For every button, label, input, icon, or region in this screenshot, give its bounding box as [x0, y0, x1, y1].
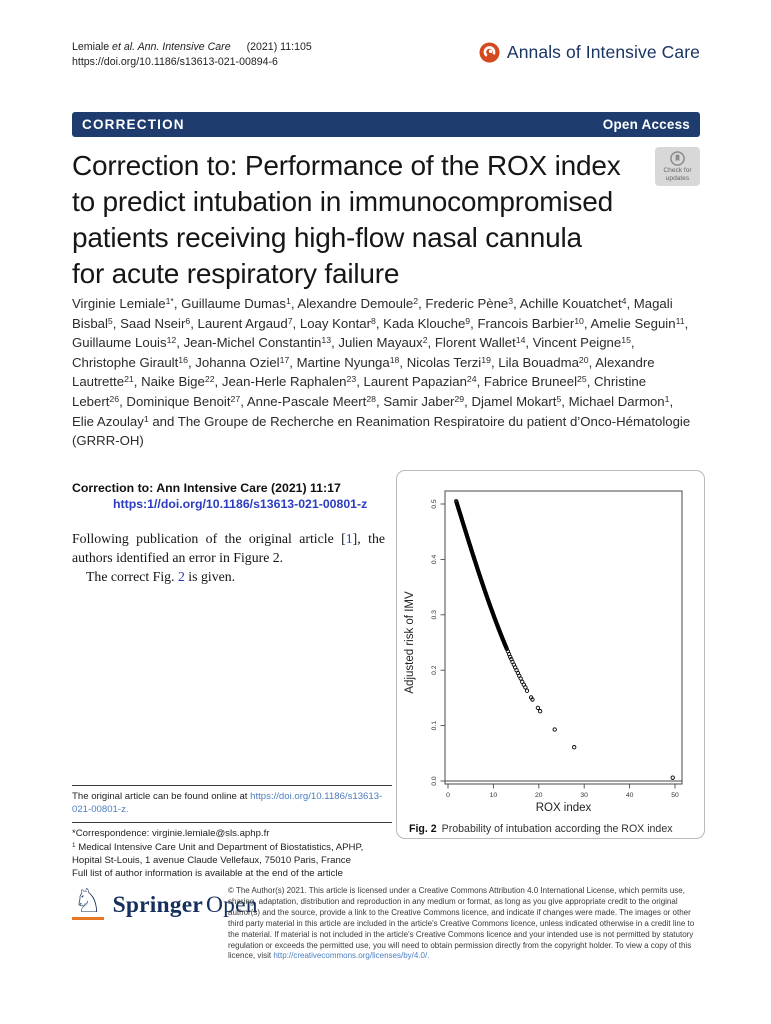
author-name: Kada Klouche: [383, 315, 466, 331]
paragraph-2: The correct Fig. 2 is given.: [86, 569, 236, 584]
svg-text:ROX index: ROX index: [535, 802, 592, 814]
author-name: Fabrice Bruneel: [483, 374, 578, 390]
author-name: Johanna Oziel: [195, 354, 280, 370]
author-affiliation-sup: 26: [109, 394, 120, 405]
svg-text:0.1: 0.1: [431, 720, 438, 731]
inline-link[interactable]: http://creativecommons.org/licenses/by/4.0/.: [273, 951, 430, 961]
inline-link[interactable]: 1: [345, 531, 353, 546]
svg-text:50: 50: [671, 792, 679, 799]
author-affiliation-sup: 18: [389, 354, 400, 365]
figure-label: Fig. 2: [409, 823, 437, 835]
citation-line: Lemiale et al. Ann. Intensive Care (2021) 11:105: [72, 41, 312, 53]
body-text: [72, 529, 385, 586]
svg-text:40: 40: [625, 792, 634, 799]
license-text: © The Author(s) 2021. This article is licensed under a Creative Commons Attribution 4.0 International License, which permits use, sharing, adaptation, distribution and reproduction in any medium or format, as long as you give appropriate credit to the original author(s) and the source, provide a link to the Creative Commons licence, and indicate if changes were made. The images or other third party material in this article are included in the article's Creative Commons licence, unless indicated otherwise in a credit line to the material. If material is not included in the article's Creative Commons licence and your intended use is not permitted by statutory regulation or exceeds the permitted use, you will need to obtain permission directly from the copyright holder. To view a copy of this licence, visit http://creativecommons.org/licenses/by/4.0/.: [228, 886, 695, 961]
author-affiliation-sup: 7: [287, 315, 293, 326]
svg-text:0.2: 0.2: [431, 665, 438, 675]
article-type-label: CORRECTION: [82, 117, 185, 132]
author-name: Laurent Papazian: [363, 374, 467, 390]
author-name: Djamel Mokart: [471, 393, 557, 409]
author-name: Naike Bige: [141, 374, 205, 390]
author-name: Achille Kouatchet: [519, 296, 622, 311]
figure-caption: [397, 821, 704, 835]
svg-text:10: 10: [489, 792, 498, 799]
footnote-divider-2: [72, 822, 392, 823]
author-affiliation-sup: 5: [107, 315, 113, 326]
author-name: Francois Barbier: [477, 315, 575, 331]
author-name: Guillaume Dumas: [181, 296, 286, 311]
title-line-4: for acute respiratory failure: [72, 258, 400, 289]
affiliation-note: $^1$ Medical Intensive Care Unit and Department of Biostatistics, APHP, Hopital St-Louis, 1 avenue Claude Vellefaux, 75010 Paris, France: [72, 841, 364, 866]
article-doi[interactable]: https://doi.org/10.1186/s13613-021-00894-6: [72, 55, 278, 68]
author-name: Florent Wallet: [434, 335, 516, 351]
author-name: Guillaume Louis: [72, 335, 167, 351]
author-affiliation-sup: 1: [143, 413, 149, 424]
author-affiliation-sup: 21: [124, 374, 134, 385]
author-affiliation-sup: 24: [466, 374, 477, 385]
author-list: Virginie Lemiale$^{1*}$, Guillaume Dumas$^1$, Alexandre Demoule$^2$, Frederic Pène$^3$, Achille Kouatchet$^4$, Magali Bisbal$^5$, Saad Nseir$^6$, Laurent Argaud$^7$, Loay Kontar$^8$, Kada Klouche$^9$, Francois Barbier$^{10}$, Amelie Seguin$^{11}$, Guillaume Louis$^{12}$, Jean-Michel Constantin$^{13}$, Julien Mayaux$^2$, Florent Wallet$^{14}$, Vincent Peigne$^{15}$, Christophe Girault$^{16}$, Johanna Oziel$^{17}$, Martine Nyunga$^{18}$, Nicolas Terzi$^{19}$, Lila Bouadma$^{20}$, Alexandre Lautrette$^{21}$, Naike Bige$^{22}$, Jean-Herle Raphalen$^{23}$, Laurent Papazian$^{24}$, Fabrice Bruneel$^{25}$, Christine Lebert$^{26}$, Dominique Benoit$^{27}$, Anne-Pascale Meert$^{28}$, Samir Jaber$^{29}$, Djamel Mokart$^5$, Michael Darmon$^1$, Elie Azoulay$^1$ and The Groupe de Recherche en Reanimation Respiratoire du patient d’Onco-Hématologie (GRRR-OH): [72, 296, 691, 449]
author-affiliation-sup: 28: [366, 394, 376, 405]
author-affiliation-sup: 10: [574, 315, 584, 326]
author-name: Jean-Herle Raphalen: [221, 374, 347, 390]
correction-reference: [72, 481, 388, 511]
correspondence-note: *Correspondence: virginie.lemiale@sls.aphp.fr: [72, 828, 270, 840]
author-name: Martine Nyunga: [296, 354, 390, 370]
page-title: [72, 148, 672, 292]
author-name: Lila Bouadma: [498, 354, 579, 370]
author-affiliation-sup: 1: [285, 296, 291, 307]
author-name: Samir Jaber: [383, 393, 455, 409]
svg-text:0.3: 0.3: [431, 610, 438, 620]
figure-2-panel: [396, 470, 705, 839]
author-affiliation-sup: 19: [481, 354, 491, 365]
author-name: Anne-Pascale Meert: [246, 393, 367, 409]
svg-text:0.5: 0.5: [431, 499, 438, 509]
author-affiliation-sup: 27: [230, 394, 241, 405]
author-affiliation-sup: 23: [346, 374, 357, 385]
author-affiliation-sup: 29: [454, 394, 465, 405]
author-name: Michael Darmon: [568, 393, 665, 409]
author-info-note: Full list of author information is available at the end of the article: [72, 868, 343, 880]
figure-caption-text: Probability of intubation according the ROX index: [441, 823, 673, 835]
author-affiliation-sup: 2: [422, 335, 428, 346]
author-affiliation-sup: 12: [166, 335, 177, 346]
author-affiliation-sup: 1: [664, 394, 670, 405]
author-name: Saad Nseir: [120, 315, 186, 331]
author-affiliation-sup: 5: [556, 394, 562, 405]
author-affiliation-sup: 3: [508, 296, 514, 307]
author-name: Christine Lebert: [72, 374, 647, 409]
paragraph-1: Following publication of the original article [1], the authors identified an error in Figure 2.: [72, 531, 385, 565]
author-affiliation-sup: 22: [204, 374, 215, 385]
author-name: Nicolas Terzi: [406, 354, 482, 370]
author-name: Dominique Benoit: [126, 393, 231, 409]
journal-logo-icon: [479, 42, 500, 63]
svg-text:0.4: 0.4: [431, 554, 438, 565]
title-line-1: Correction to: Performance of the ROX index: [72, 150, 621, 181]
author-name: Alexandre Demoule: [297, 296, 414, 311]
author-affiliation-sup: 8: [371, 315, 376, 326]
svg-text:20: 20: [535, 792, 543, 799]
author-group-name: The Groupe de Recherche en Reanimation Respiratoire du patient d’Onco-Hématologie (GRRR-OH): [72, 413, 691, 449]
author-name: Virginie Lemiale: [72, 296, 166, 311]
check-updates-label: Check for updates: [663, 167, 692, 182]
journal-header: [479, 42, 700, 63]
svg-text:Adjusted risk of IMV: Adjusted risk of IMV: [404, 591, 416, 694]
correction-ref-heading: Correction to: Ann Intensive Care (2021) 11:17: [72, 481, 341, 495]
author-affiliation-sup: 2: [413, 296, 419, 307]
author-name: Christophe Girault: [72, 354, 179, 370]
title-line-3: patients receiving high-flow nasal cannula: [72, 222, 582, 253]
author-affiliation-sup: 11: [675, 315, 685, 326]
author-name: Jean-Michel Constantin: [183, 335, 322, 351]
author-affiliation-sup: 1*: [165, 296, 174, 307]
author-name: Loay Kontar: [299, 315, 371, 331]
title-line-2: to predict intubation in immunocompromised: [72, 186, 613, 217]
check-for-updates-button[interactable]: [655, 147, 700, 186]
svg-text:0: 0: [446, 792, 450, 799]
springer-knight-icon: ♘: [73, 881, 103, 920]
author-name: Magali Bisbal: [72, 296, 673, 331]
author-affiliation-sup: 25: [577, 374, 587, 385]
author-affiliation-sup: 17: [279, 354, 290, 365]
author-affiliation-sup: 20: [578, 354, 589, 365]
author-name: Frederic Pène: [425, 296, 509, 311]
open-access-badge: Open Access: [602, 117, 690, 132]
correction-ref-doi-link[interactable]: https:1//doi.org/10.1186/s13613-021-00801-z: [113, 497, 368, 511]
footnotes: [72, 785, 392, 880]
author-name: Elie Azoulay: [72, 413, 144, 429]
inline-link[interactable]: https://doi.org/10.1186/s13613-021-00801-z.: [72, 791, 383, 816]
journal-name: Annals of Intensive Care: [506, 42, 700, 62]
original-article-note: The original article can be found online at https://doi.org/10.1186/s13613-021-00801-z.: [72, 791, 383, 816]
author-affiliation-sup: 16: [178, 354, 188, 365]
author-affiliation-sup: 14: [515, 335, 526, 346]
author-name: Alexandre Lautrette: [72, 354, 655, 390]
author-name: Laurent Argaud: [197, 315, 288, 331]
author-name: Julien Mayaux: [338, 335, 423, 351]
author-affiliation-sup: 15: [621, 335, 631, 346]
author-affiliation-sup: 4: [621, 296, 627, 307]
svg-text:30: 30: [580, 792, 588, 799]
springer-open-wordmark: Springer Open: [112, 892, 258, 918]
inline-link[interactable]: 2: [177, 569, 185, 584]
author-affiliation-sup: 6: [185, 315, 191, 326]
check-updates-icon: [670, 151, 685, 166]
header-citation: [72, 40, 312, 69]
author-affiliation-sup: 9: [465, 315, 471, 326]
author-affiliation-sup: 13: [321, 335, 332, 346]
author-name: Amelie Seguin: [590, 315, 676, 331]
author-name: Vincent Peigne: [532, 335, 622, 351]
svg-text:0.0: 0.0: [431, 776, 438, 786]
article-type-banner: [72, 112, 700, 137]
footnote-divider-1: [72, 785, 392, 786]
rox-index-scatter-plot: [397, 471, 704, 816]
